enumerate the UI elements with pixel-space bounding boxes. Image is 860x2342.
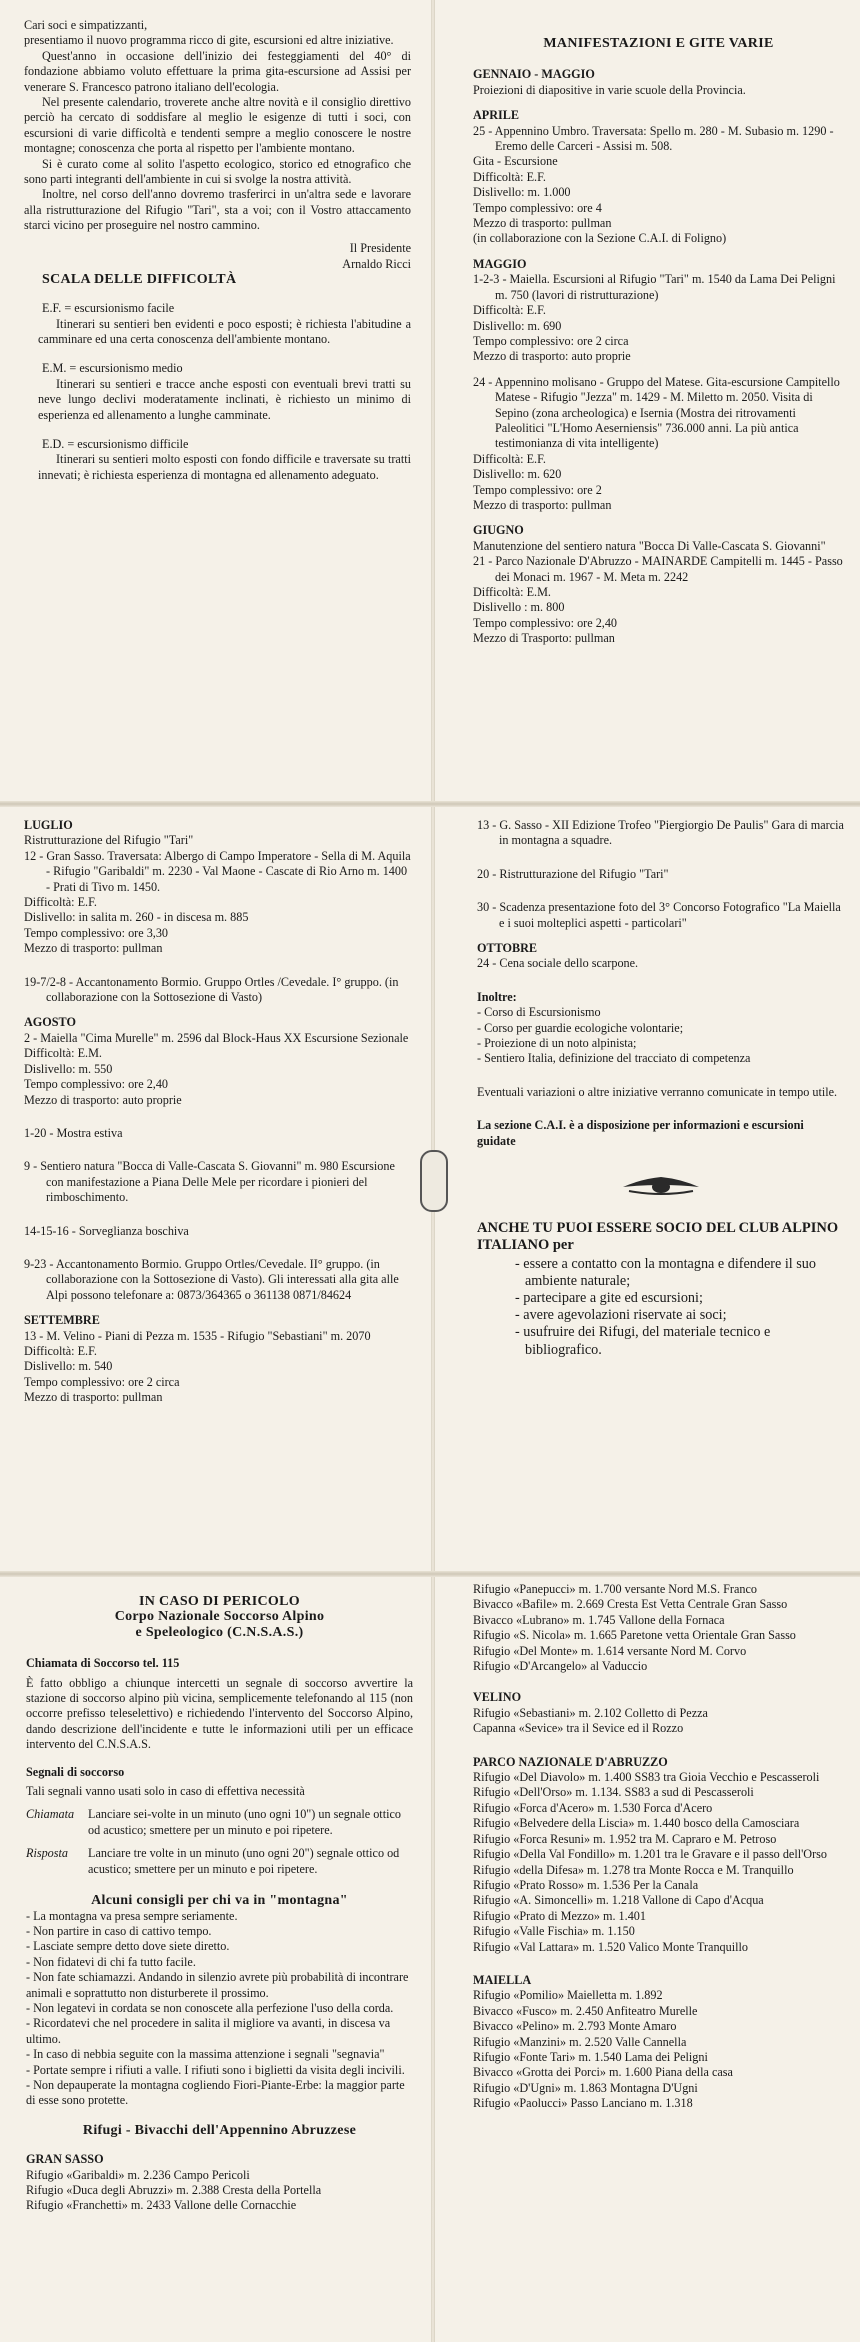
event-detail: Dislivello: in salita m. 260 - in discesa m. 885 bbox=[24, 910, 249, 925]
rifugio-line: Rifugio «Valle Fischia» m. 1.150 bbox=[473, 1924, 635, 1939]
list-item: - usufruire dei Rifugi, del materiale tecnico e bibliografico. bbox=[515, 1324, 771, 1358]
inoltre-item: - Corso di Escursionismo bbox=[477, 1005, 601, 1020]
signal-row-risposta bbox=[26, 1846, 413, 1877]
event-line: 20 - Ristrutturazione del Rifugio "Tari" bbox=[477, 866, 669, 881]
list-item: - Non fate schiamazzi. Andando in silenzio avrete più probabilità di incontrare animali e soprattutto non disturberete il prossimo. bbox=[26, 1970, 409, 2000]
list-item: - Non partire in caso di cattivo tempo. bbox=[26, 1923, 212, 1938]
gennaio-text: Proiezioni di diapositive in varie scuole della Provincia. bbox=[473, 82, 746, 97]
section-heading-maiella: MAIELLA bbox=[473, 1972, 532, 1987]
inoltre-heading: Inoltre: bbox=[477, 989, 517, 1004]
section-heading-luglio: LUGLIO bbox=[24, 818, 73, 832]
event-line: 13 - G. Sasso - XII Edizione Trofeo "Piergiorgio De Paulis" Gara di marcia in montagna a squadre. bbox=[477, 818, 844, 848]
event-detail: Difficoltà: E.F. bbox=[473, 169, 546, 184]
sezione-note: La sezione C.A.I. è a disposizione per informazioni e escursioni guidate bbox=[477, 1118, 804, 1148]
difficulty-item-ef bbox=[24, 301, 411, 347]
rifugio-line: Rifugio «A. Simoncelli» m. 1.218 Vallone di Capo d'Acqua bbox=[473, 1893, 764, 1908]
event-line: 14-15-16 - Sorveglianza boschiva bbox=[24, 1223, 189, 1238]
club-benefits-list bbox=[515, 1256, 844, 1359]
consigli-list bbox=[26, 1909, 413, 2109]
rifugio-line: Rifugio «Garibaldi» m. 2.236 Campo Pericoli bbox=[26, 2167, 250, 2182]
binder-ring-icon bbox=[420, 1150, 448, 1212]
list-item: - Non legatevi in cordata se non conoscete alla perfezione l'uso della corda. bbox=[26, 2000, 394, 2015]
rifugi-panel bbox=[433, 1574, 860, 2342]
list-item: - Non fidatevi di chi fa tutto facile. bbox=[26, 1954, 196, 1969]
event-detail: Mezzo di trasporto: auto proprie bbox=[24, 1092, 182, 1107]
rifugio-line: Rifugio «Sebastiani» m. 2.102 Colletto di Pezza bbox=[473, 1705, 708, 1720]
cai-emblem-icon bbox=[477, 1173, 844, 1201]
rifugio-line: Rifugio «Paolucci» Passo Lanciano m. 1.318 bbox=[473, 2096, 693, 2111]
rifugio-line: Rifugio «Forca Resuni» m. 1.952 tra M. Capraro e M. Petroso bbox=[473, 1831, 777, 1846]
intro-paragraph: Nel presente calendario, troverete anche altre novità e il consiglio direttivo perciò ha cercato di soddisfare al meglio le esigenze di tutti i soci, con escursioni di varie difficoltà e tendenti sempre a meglio conoscere le nostre montagne; conoscenza che porta al rispetto per l'ambiente montano. bbox=[24, 95, 411, 156]
difficulty-item-em bbox=[24, 361, 411, 423]
rifugio-line: Rifugio «della Difesa» m. 1.278 tra Monte Rocca e M. Tranquillo bbox=[473, 1862, 794, 1877]
rifugio-line: Rifugio «Duca degli Abruzzi» m. 2.388 Cresta della Portella bbox=[26, 2183, 322, 2197]
intro-paragraph: Quest'anno in occasione dell'inizio dei festeggiamenti del 40° di fondazione abbiamo voluto effettuare la prima gita-escursione ad Assisi per venerare S. Francesco patrono italiano dell'ecologia. bbox=[24, 48, 411, 94]
event-line: 12 - Gran Sasso. Traversata: Albergo di Campo Imperatore - Sella di M. Aquila - Rifugio "Garibaldi" m. 2230 - Val Maone - Cascate di Rio Arno m. 1400 - Prati di Tivo m. 1450. bbox=[24, 848, 411, 894]
section-heading-gran-sasso: GRAN SASSO bbox=[26, 2152, 104, 2167]
event-detail: Difficoltà: E.F. bbox=[24, 895, 97, 910]
rifugio-line: Bivacco «Fusco» m. 2.450 Anfiteatro Murelle bbox=[473, 2003, 698, 2018]
signal-row-chiamata bbox=[26, 1807, 413, 1838]
event-line: 1-20 - Mostra estiva bbox=[24, 1125, 123, 1140]
pericolo-subtitle: Corpo Nazionale Soccorso Alpino bbox=[114, 1609, 325, 1625]
list-item: - avere agevolazioni riservate ai soci; bbox=[515, 1307, 727, 1324]
event-line: Manutenzione del sentiero natura "Bocca Di Valle-Cascata S. Giovanni" bbox=[473, 538, 826, 553]
event-detail: Tempo complessivo: ore 2 circa bbox=[473, 333, 629, 348]
signature bbox=[24, 240, 411, 272]
inoltre-item: - Proiezione di un noto alpinista; bbox=[477, 1036, 637, 1051]
event-line: 9 - Sentiero natura "Bocca di Valle-Cascata S. Giovanni" m. 980 Escursione con manifestazione a Piana Delle Mele per ricordare i pionieri del rimboschimento. bbox=[24, 1159, 395, 1205]
section-heading-maggio: MAGGIO bbox=[473, 256, 527, 271]
section-heading-velino: VELINO bbox=[473, 1690, 522, 1705]
event-detail: Mezzo di trasporto: auto proprie bbox=[473, 349, 631, 364]
event-detail: Tempo complessivo: ore 4 bbox=[473, 200, 602, 215]
event-detail: Tempo complessivo: ore 2,40 bbox=[473, 615, 618, 630]
rifugio-line: Rifugio «S. Nicola» m. 1.665 Paretone vetta Orientale Gran Sasso bbox=[473, 1628, 796, 1643]
event-detail: Mezzo di trasporto: pullman bbox=[24, 941, 163, 956]
event-line: 30 - Scadenza presentazione foto del 3° Concorso Fotografico "La Maiella e i suoi molteplici aspetti - particolari" bbox=[477, 900, 841, 930]
rifugio-line: Rifugio «Franchetti» m. 2433 Vallone delle Cornacchie bbox=[26, 2198, 297, 2213]
event-detail: Tempo complessivo: ore 2,40 bbox=[24, 1077, 169, 1092]
difficulty-body: Itinerari su sentieri molto esposti con fondo difficile e traversate su tratti innevati; è richiesta esperienza di montagna ed allenamento adeguato. bbox=[38, 452, 411, 482]
section-heading-aprile: APRILE bbox=[473, 108, 520, 123]
manifestazioni-panel bbox=[433, 0, 860, 804]
difficulty-head: E.M. = escursionismo medio bbox=[42, 361, 183, 376]
section-heading-parco: PARCO NAZIONALE D'ABRUZZO bbox=[473, 1754, 668, 1769]
pericolo-title: IN CASO DI PERICOLO bbox=[139, 1594, 300, 1609]
rifugio-line: Rifugio «Belvedere della Liscia» m. 1.440 bosco della Camosciara bbox=[473, 1816, 800, 1831]
event-detail: Dislivello: m. 540 bbox=[24, 1359, 113, 1374]
list-item: - Non depauperate la montagna cogliendo Fiori-Piante-Erbe: la maggior parte di esse sono protette. bbox=[26, 2077, 405, 2108]
rifugio-line: Bivacco «Bafile» m. 2.669 Cresta Est Vetta Centrale Gran Sasso bbox=[473, 1597, 788, 1612]
rifugio-line: Rifugio «Pomilio» Maielletta m. 1.892 bbox=[473, 1988, 663, 2003]
event-line: 13 - M. Velino - Piani di Pezza m. 1535 - Rifugio "Sebastiani" m. 2070 bbox=[24, 1328, 371, 1343]
event-line: 24 - Appennino molisano - Gruppo del Matese. Gita-escursione Campitello Matese - Rifugio "Jezza" m. 1429 - M. Miletto m. 2050. Visita di Sepino (zona archeologica) e Isernia (Mostra dei ritrovamenti Paleolitici "L'Homo Aeserniensis" 736.000 anni. La più antica testimonianza di vita intelligente) bbox=[473, 374, 840, 451]
event-detail: Difficoltà: E.M. bbox=[473, 585, 551, 599]
section-heading-gennaio: GENNAIO - MAGGIO bbox=[473, 67, 595, 82]
list-item: - In caso di nebbia seguite con la massima attenzione i segnali "segnavia" bbox=[26, 2047, 385, 2062]
event-detail: Mezzo di trasporto: pullman bbox=[24, 1390, 163, 1405]
difficulty-item-ed bbox=[24, 437, 411, 483]
signal-key: Risposta bbox=[26, 1846, 68, 1861]
event-detail: Mezzo di Trasporto: pullman bbox=[473, 631, 615, 646]
rifugio-line: Capanna «Sevice» tra il Sevice ed il Rozzo bbox=[473, 1721, 684, 1736]
event-detail: Dislivello : m. 800 bbox=[473, 600, 565, 615]
rifugio-line: Rifugio «Del Diavolo» m. 1.400 SS83 tra Gioia Vecchio e Pescasseroli bbox=[473, 1770, 820, 1785]
section-heading-ottobre: OTTOBRE bbox=[477, 941, 538, 956]
event-detail: Difficoltà: E.F. bbox=[473, 451, 546, 466]
rifugio-line: Rifugio «Manzini» m. 2.520 Valle Cannella bbox=[473, 2034, 687, 2049]
page-seam bbox=[0, 1571, 860, 1577]
event-detail: Mezzo di trasporto: pullman bbox=[473, 497, 612, 512]
event-line: 24 - Cena sociale dello scarpone. bbox=[477, 956, 639, 971]
consigli-heading: Alcuni consigli per chi va in "montagna" bbox=[91, 1893, 348, 1909]
section-heading-settembre: SETTEMBRE bbox=[24, 1313, 100, 1328]
rifugio-line: Rifugio «D'Arcangelo» al Vaduccio bbox=[473, 1659, 648, 1674]
rifugio-line: Bivacco «Lubrano» m. 1.745 Vallone della Fornaca bbox=[473, 1612, 725, 1627]
club-title: ANCHE TU PUOI ESSERE SOCIO DEL CLUB ALPINO ITALIANO per bbox=[477, 1219, 839, 1253]
list-item: - La montagna va presa sempre seriamente. bbox=[26, 1908, 238, 1923]
event-detail: Dislivello: m. 1.000 bbox=[473, 185, 571, 200]
signal-key: Chiamata bbox=[26, 1807, 75, 1822]
rifugio-line: Bivacco «Grotta dei Porci» m. 1.600 Piana della casa bbox=[473, 2065, 733, 2080]
list-item: - Portate sempre i rifiuti a valle. I rifiuti sono i biglietti da visita degli incivili. bbox=[26, 2062, 405, 2077]
intro-paragraph: Inoltre, nel corso dell'anno dovremo trasferirci in un'altra sede e lavorare alla ristrutturazione del Rifugio "Tari", sta a voi; con il Vostro attaccamento starci vicino per proseguire nel nostro cammino. bbox=[24, 187, 411, 233]
event-detail: Difficoltà: E.F. bbox=[24, 1343, 97, 1358]
pericolo-subtitle: e Speleologico (C.N.S.A.S.) bbox=[135, 1624, 304, 1640]
event-detail: (in collaborazione con la Sezione C.A.I. di Foligno) bbox=[473, 231, 727, 246]
event-detail: Difficoltà: E.F. bbox=[473, 303, 546, 318]
event-detail: Difficoltà: E.M. bbox=[24, 1046, 102, 1061]
signal-value: Lanciare sei-volte in un minuto (uno ogni 10") un segnale ottico od acustico; smettere per un minuto e poi ripetere. bbox=[88, 1807, 401, 1837]
rifugio-line: Rifugio «Del Monte» m. 1.614 versante Nord M. Corvo bbox=[473, 1643, 747, 1658]
event-line: 21 - Parco Nazionale D'Abruzzo - MAINARDE Campitelli m. 1445 - Passo dei Monaci m. 1967 - M. Meta m. 2242 bbox=[473, 554, 843, 584]
signature-role: Il Presidente bbox=[349, 240, 411, 255]
signature-name: Arnaldo Ricci bbox=[342, 256, 411, 271]
segnali-intro: Tali segnali vanno usati solo in caso di effettiva necessità bbox=[26, 1784, 305, 1799]
rifugio-line: Rifugio «Fonte Tari» m. 1.540 Lama dei Peligni bbox=[473, 2049, 708, 2064]
rifugio-line: Rifugio «D'Ugni» m. 1.863 Montagna D'Ugni bbox=[473, 2080, 698, 2095]
chiamata-text: È fatto obbligo a chiunque intercetti un segnale di soccorso avvertire la stazione di soccorso alpino più vicina, semplicemente telefonando al 115 (non occorre prefisso teleselettivo) e richiedendo l'intervento del Soccorso Alpino, dando descrizione dell'incidente e tutte le informazioni utili per un efficace intervento del C.N.S.A.S. bbox=[26, 1675, 413, 1752]
list-item: - Lasciate sempre detto dove siete diretto. bbox=[26, 1939, 230, 1954]
event-detail: Tempo complessivo: ore 3,30 bbox=[24, 925, 169, 940]
event-detail: Gita - Escursione bbox=[473, 154, 558, 169]
intro-paragraph: presentiamo il nuovo programma ricco di gite, escursioni ed altre iniziative. bbox=[24, 33, 394, 48]
segnali-heading: Segnali di soccorso bbox=[26, 1764, 125, 1779]
event-detail: Mezzo di trasporto: pullman bbox=[473, 216, 612, 231]
page-seam bbox=[0, 801, 860, 807]
pericolo-panel bbox=[0, 1574, 433, 2342]
chiamata-heading: Chiamata di Soccorso tel. 115 bbox=[26, 1656, 180, 1671]
rifugi-heading: Rifugi - Bivacchi dell'Appennino Abruzzese bbox=[82, 2122, 357, 2138]
signal-value: Lanciare tre volte in un minuto (uno ogni 20") segnale ottico od acustico; smettere per un minuto e poi ripetere. bbox=[88, 1846, 400, 1876]
event-line: 25 - Appennino Umbro. Traversata: Spello m. 280 - M. Subasio m. 1290 - Eremo delle Carceri - Assisi m. 508. bbox=[473, 123, 834, 154]
event-detail: Tempo complessivo: ore 2 circa bbox=[24, 1374, 180, 1389]
manifestazioni-title: MANIFESTAZIONI E GITE VARIE bbox=[543, 36, 774, 51]
rifugio-line: Rifugio «Della Val Fondillo» m. 1.201 tra le Gravare e il passo dell'Orso bbox=[473, 1847, 827, 1862]
intro-paragraph: Si è curato come al solito l'aspetto ecologico, storico ed etnografico che sono parti integranti dell'ambiente in cui si svolge la nostra attività. bbox=[24, 156, 411, 187]
event-line: 2 - Maiella "Cima Murelle" m. 2596 dal Block-Haus XX Escursione Sezionale bbox=[24, 1030, 409, 1045]
difficulty-body: Itinerari su sentieri ben evidenti e poco esposti; è richiesta l'abitudine a camminare ed una certa conoscenza dell'ambiente montano. bbox=[38, 316, 411, 346]
list-item: - partecipare a gite ed escursioni; bbox=[515, 1289, 703, 1306]
event-line: Ristrutturazione del Rifugio "Tari" bbox=[24, 833, 194, 848]
difficulty-head: E.F. = escursionismo facile bbox=[42, 301, 175, 316]
list-item: - essere a contatto con la montagna e difendere il suo ambiente naturale; bbox=[515, 1255, 816, 1289]
rifugio-line: Rifugio «Panepucci» m. 1.700 versante Nord M.S. Franco bbox=[473, 1582, 757, 1596]
rifugio-line: Bivacco «Pelino» m. 2.793 Monte Amaro bbox=[473, 2019, 677, 2034]
rifugio-line: Rifugio «Forca d'Acero» m. 1.530 Forca d'Acero bbox=[473, 1800, 713, 1815]
variazioni-note: Eventuali variazioni o altre iniziative verranno comunicate in tempo utile. bbox=[477, 1084, 838, 1099]
section-heading-agosto: AGOSTO bbox=[24, 1015, 76, 1030]
event-line: 1-2-3 - Maiella. Escursioni al Rifugio "Tari" m. 1540 da Lama Dei Peligni m. 750 (lavori di ristrutturazione) bbox=[473, 272, 836, 302]
inoltre-item: - Sentiero Italia, definizione del tracciato di competenza bbox=[477, 1051, 751, 1066]
inoltre-item: - Corso per guardie ecologiche volontarie; bbox=[477, 1020, 684, 1035]
event-detail: Dislivello: m. 620 bbox=[473, 467, 562, 482]
difficulty-title: SCALA DELLE DIFFICOLTÀ bbox=[42, 271, 237, 287]
event-detail: Dislivello: m. 550 bbox=[24, 1061, 113, 1076]
difficulty-head: E.D. = escursionismo difficile bbox=[42, 436, 189, 451]
difficulty-body: Itinerari su sentieri e tracce anche esposti con eventuali brevi tratti su neve lungo declivi moderatamente inclinati, è richiesto un minimo di esperienza ed allenamento a lunghe camminate. bbox=[38, 376, 411, 422]
event-line: 9-23 - Accantonamento Bormio. Gruppo Ortles/Cevedale. II° gruppo. (in collaborazione con la Sottosezione di Vasto). Gli interessati alla gita alle Alpi possono telefonare a: 0873/364365 o 361138 0871/84624 bbox=[24, 1256, 399, 1302]
summer-panel bbox=[0, 804, 433, 1574]
autumn-panel bbox=[433, 804, 860, 1574]
intro-panel bbox=[0, 0, 433, 804]
rifugio-line: Rifugio «Val Lattara» m. 1.520 Valico Monte Tranquillo bbox=[473, 1939, 748, 1954]
greeting: Cari soci e simpatizzanti, bbox=[24, 18, 148, 32]
rifugio-line: Rifugio «Dell'Orso» m. 1.134. SS83 a sud di Pescasseroli bbox=[473, 1785, 754, 1800]
rifugio-line: Rifugio «Prato di Mezzo» m. 1.401 bbox=[473, 1908, 646, 1923]
section-heading-giugno: GIUGNO bbox=[473, 523, 524, 538]
event-line: 19-7/2-8 - Accantonamento Bormio. Gruppo Ortles /Cevedale. I° gruppo. (in collaborazione con la Sottosezione di Vasto) bbox=[24, 974, 399, 1005]
event-detail: Dislivello: m. 690 bbox=[473, 318, 562, 333]
event-detail: Tempo complessivo: ore 2 bbox=[473, 482, 602, 497]
list-item: - Ricordatevi che nel procedere in salita il migliore va avanti, in discesa va ultimo. bbox=[26, 2016, 391, 2046]
rifugio-line: Rifugio «Prato Rosso» m. 1.536 Per la Canala bbox=[473, 1877, 699, 1892]
